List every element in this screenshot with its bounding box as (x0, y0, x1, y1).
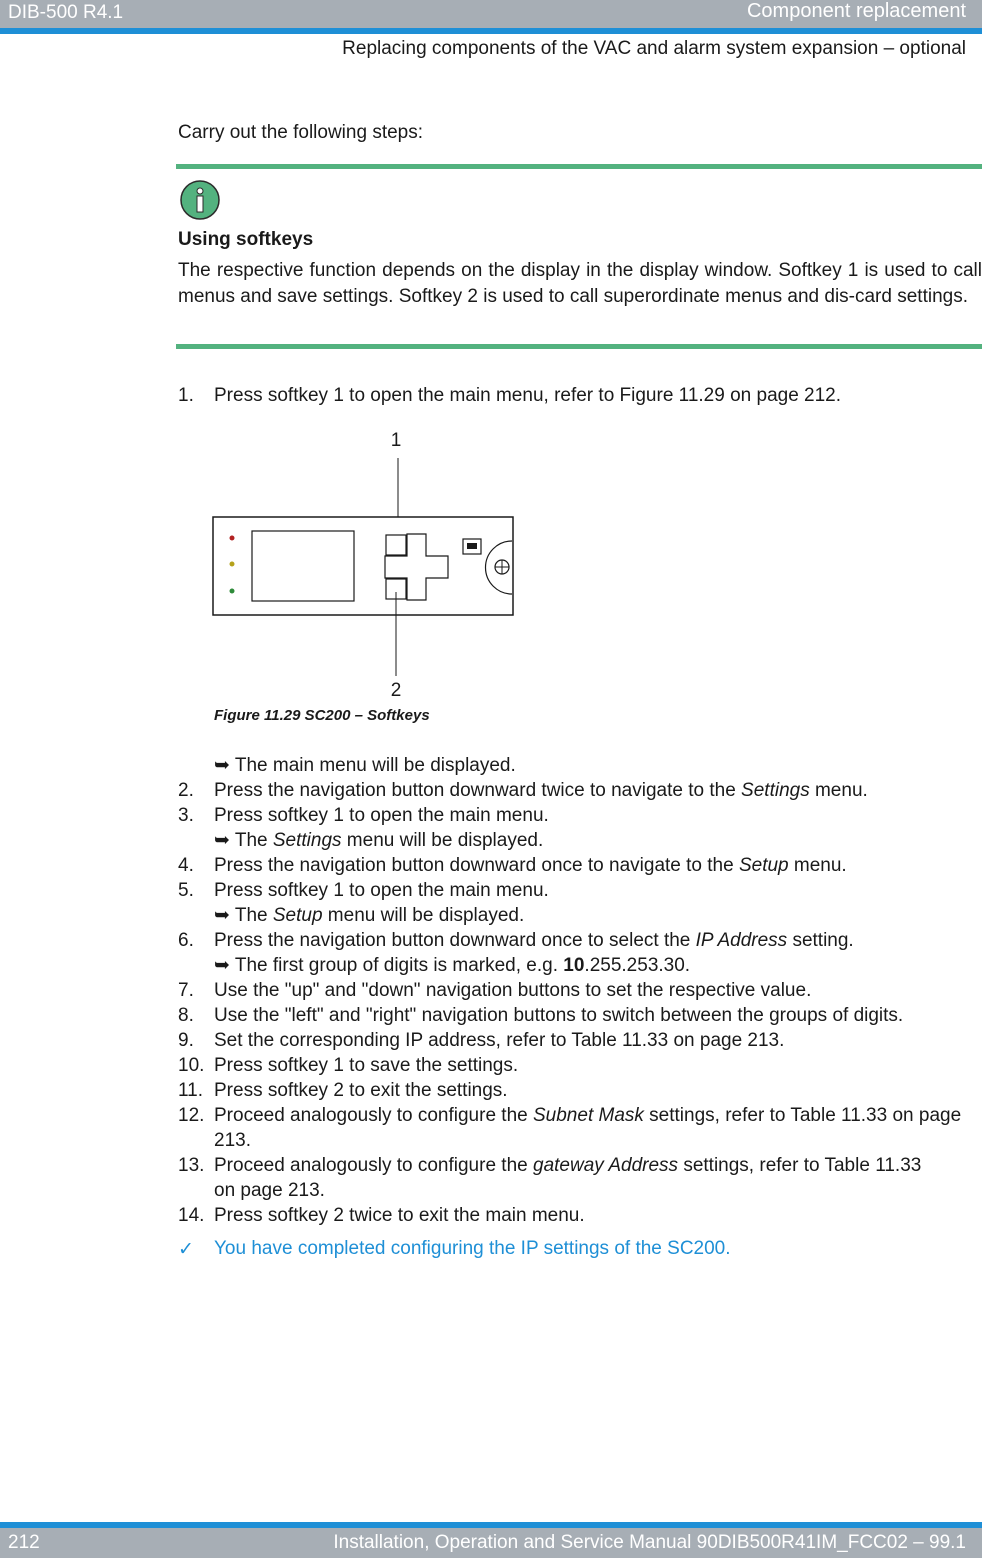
led-yellow (230, 562, 235, 567)
intro-text: Carry out the following steps: (178, 122, 424, 143)
step-3-result: ➥ The Settings menu will be displayed. (214, 830, 544, 851)
page-number: 212 (8, 1532, 40, 1553)
chapter-title: Component replacement (746, 0, 966, 22)
callout-label-1: 1 (390, 430, 402, 451)
note-title: Using softkeys (178, 229, 314, 250)
note-bottom-rule (176, 344, 982, 349)
led-red (230, 536, 235, 541)
page-header (0, 0, 982, 34)
figure-sc200-softkeys (210, 424, 520, 704)
completion-text: You have completed configuring the IP settings of the SC200. (214, 1238, 731, 1259)
section-title: Replacing components of the VAC and alarm system expansion – optional (342, 38, 966, 59)
softkey-1 (386, 535, 406, 555)
info-icon (180, 180, 220, 220)
note-body: The respective function depends on the display in the display window. Softkey 1 is used to call menus and save settings. Softkey 2 is used to call superordinate menus and dis-card settings. (178, 260, 982, 307)
led-green (230, 589, 235, 594)
callout-label-2: 2 (390, 680, 402, 701)
step-5-result: ➥ The Setup menu will be displayed. (214, 905, 525, 926)
usb-port-inner (467, 543, 477, 549)
document-title: DIB-500 R4.1 (8, 2, 124, 23)
note-top-rule (176, 164, 982, 169)
checkmark-icon: ✓ (178, 1239, 194, 1260)
page-footer (0, 1522, 982, 1558)
step-number: 1. (178, 385, 194, 406)
figure-caption: Figure 11.29 SC200 – Softkeys (214, 707, 430, 724)
step-text: Press softkey 1 to open the main menu, refer to Figure 11.29 on page 212. (214, 385, 842, 406)
step-6-result: ➥ The first group of digits is marked, e.g. 10.255.253.30. (214, 955, 691, 976)
display-window (252, 531, 354, 601)
sc200-front-panel-drawing (210, 424, 520, 704)
manual-reference: Installation, Operation and Service Manual 90DIB500R41IM_FCC02 – 99.1 (333, 1532, 966, 1553)
step-1-result: ➥ The main menu will be displayed. (214, 755, 516, 776)
